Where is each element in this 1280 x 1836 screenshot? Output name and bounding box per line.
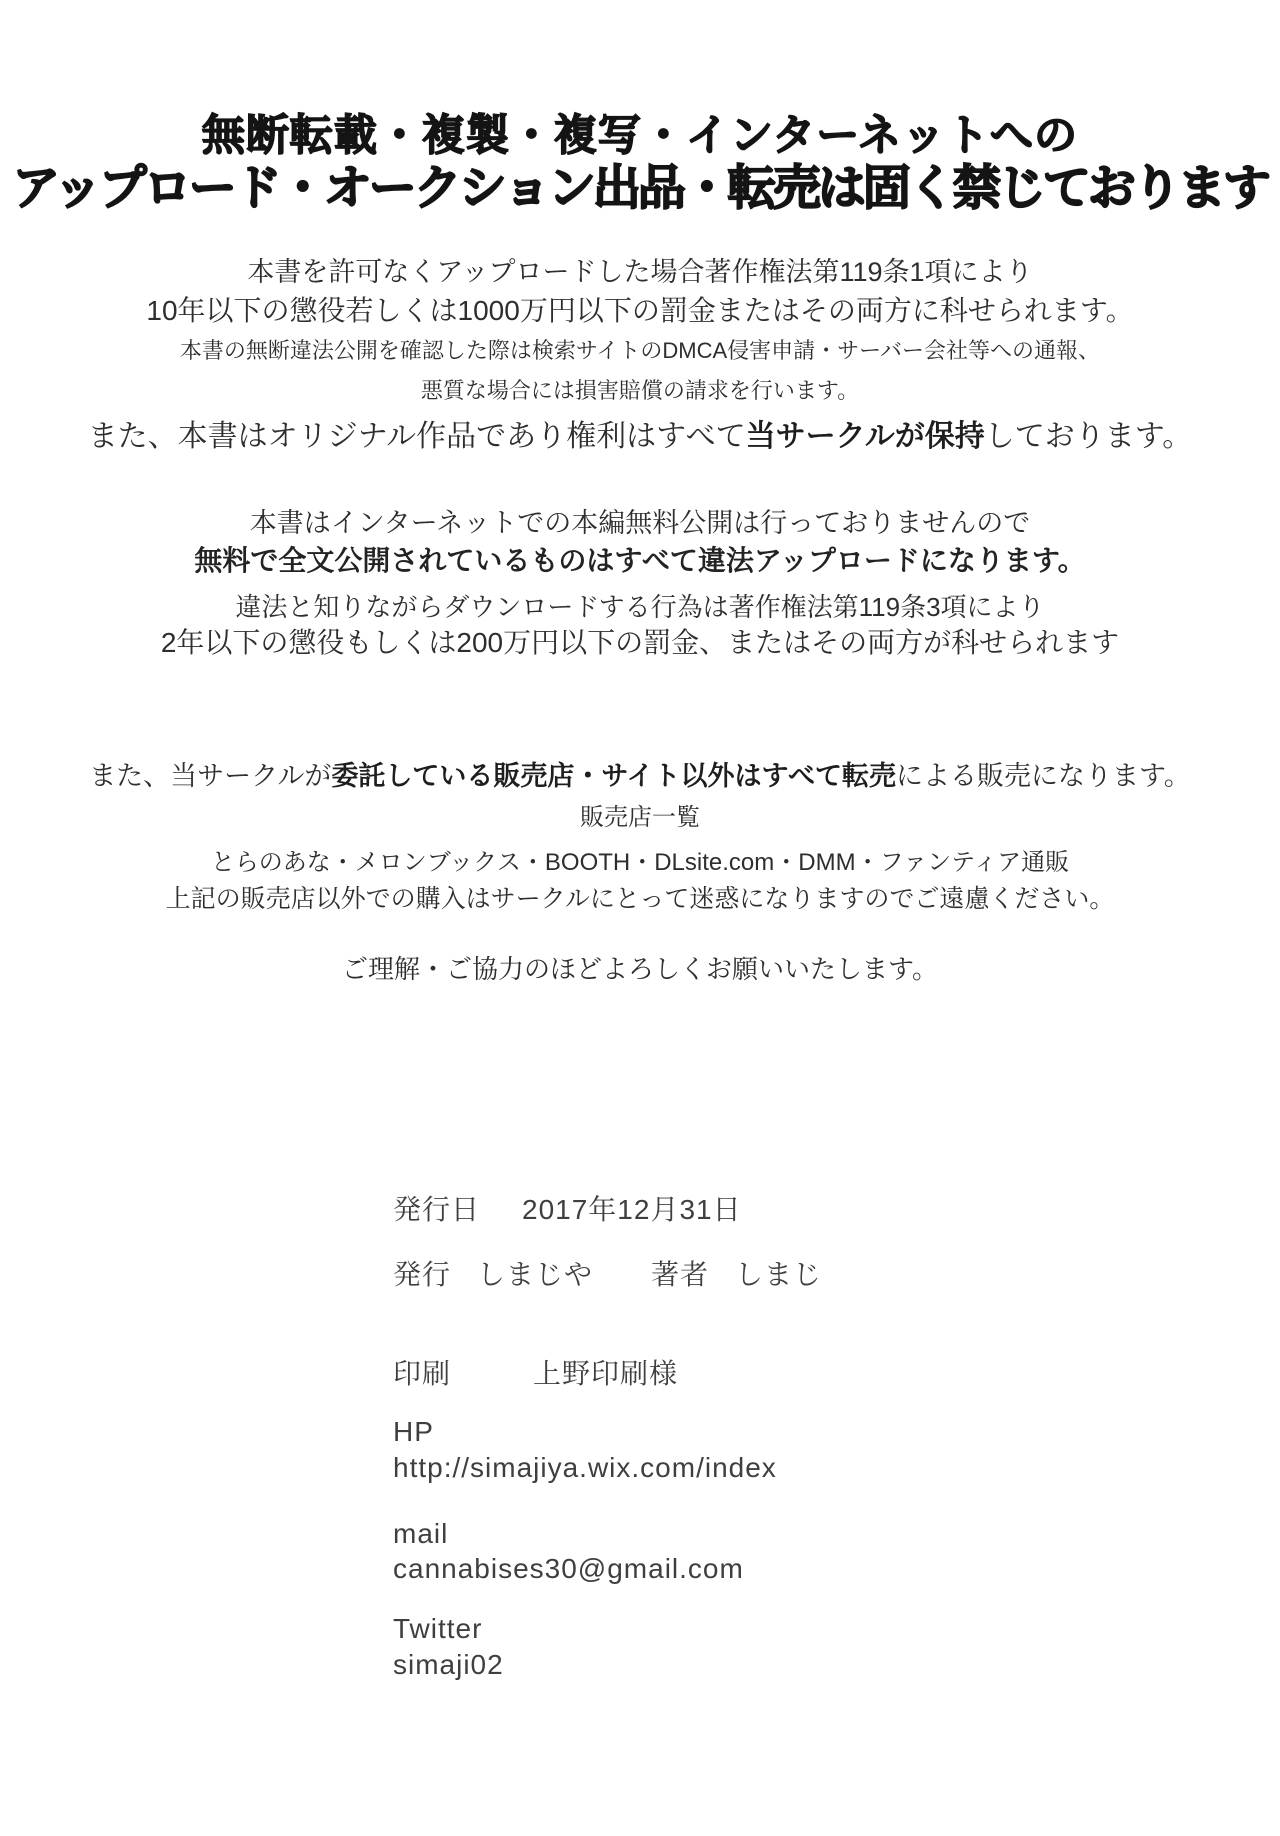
download-warning-line-1: 本書はインターネットでの本編無料公開は行っておりませんので: [249, 508, 1031, 538]
publish-date-row: [393, 1188, 742, 1228]
resale-notice-pre: また、当サークルが: [89, 761, 332, 791]
download-warning-line-4: 2年以下の懲役もしくは200万円以下の罰金、またはその両方が科せられます: [160, 627, 1120, 658]
twitter-id: simaji02: [393, 1649, 504, 1680]
publish-date-label: 発行日: [393, 1194, 481, 1225]
printer-value: 上野印刷様: [533, 1358, 679, 1389]
hp-url: http://simajiya.wix.com/index: [393, 1452, 777, 1483]
rights-statement-post: しております。: [984, 420, 1193, 453]
title-line-2: アップロード・オークション出品・転売は固く禁じております: [12, 162, 1268, 215]
author-value: しまじ: [735, 1259, 823, 1290]
shops-list: とらのあな・メロンブックス・BOOTH・DLsite.com・DMM・ファンティア通販: [210, 849, 1070, 876]
thanks-message: ご理解・ご協力のほどよろしくお願いいたします。: [342, 954, 938, 984]
printer-label: 印刷: [393, 1358, 452, 1389]
publish-date-value: 2017年12月31日: [522, 1194, 742, 1225]
publisher-author-row: [393, 1253, 822, 1293]
publisher-label: 発行: [393, 1259, 452, 1290]
upload-warning-line-4: 悪質な場合には損害賠償の請求を行います。: [420, 378, 860, 403]
download-warning-line-2: 無料で全文公開されているものはすべて違法アップロードになります。: [194, 545, 1086, 576]
author-label: 著者: [651, 1259, 710, 1290]
download-warning-line-3: 違法と知りながらダウンロードする行為は著作権法第119条3項により: [235, 592, 1045, 622]
upload-warning-line-2: 10年以下の懲役若しくは1000万円以下の罰金またはその両方に科せられます。: [146, 295, 1134, 326]
publisher-value: しまじや: [477, 1259, 594, 1290]
upload-warning-line-3: 本書の無断違法公開を確認した際は検索サイトのDMCA侵害申請・サーバー会社等への通報、: [179, 338, 1101, 363]
twitter-label: Twitter: [393, 1613, 483, 1644]
resale-notice: [0, 754, 1280, 793]
upload-warning-line-1: 本書を許可なくアップロードした場合著作権法第119条1項により: [247, 257, 1033, 287]
shops-list-title: 販売店一覧: [580, 804, 700, 831]
title-line-1: 無断転載・複製・複写・インターネットへの: [201, 112, 1079, 160]
mail-label: mail: [393, 1518, 449, 1549]
rights-statement-pre: また、本書はオリジナル作品であり権利はすべて: [87, 420, 746, 453]
rights-statement: [0, 411, 1280, 455]
resale-notice-bold: 委託している販売店・サイト以外はすべて転売: [331, 761, 896, 791]
hp-label: HP: [393, 1416, 434, 1447]
printer-row: [393, 1352, 678, 1392]
shops-purchase-note: 上記の販売店以外での購入はサークルにとって迷惑になりますのでご遠慮ください。: [165, 885, 1115, 913]
rights-statement-bold: 当サークルが保持: [745, 420, 985, 453]
mail-address: cannabises30@gmail.com: [393, 1553, 744, 1584]
resale-notice-post: による販売になります。: [895, 761, 1191, 791]
